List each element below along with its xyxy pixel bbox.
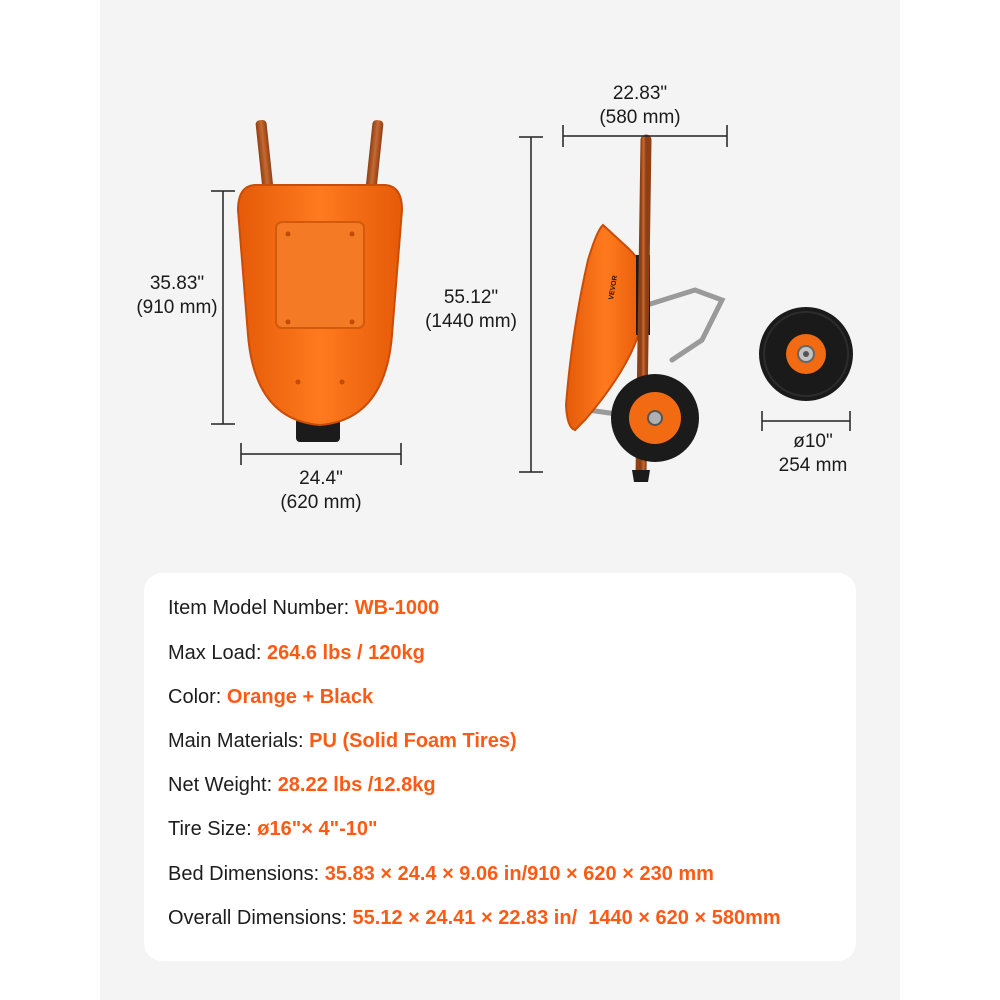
spec-value: WB-1000 [354,597,440,619]
handle-left [255,120,273,193]
bolt [286,232,291,237]
spec-label: Max Load: [168,642,267,664]
dim-label-tire-diameter [762,430,864,478]
spec-value: 264.6 lbs / 120kg [266,642,425,664]
side-foot [632,470,650,482]
dim-value-mm: (620 mm) [280,492,362,513]
bolt [286,320,291,325]
dimension-lines-tire [762,411,850,431]
spec-value: PU (Solid Foam Tires) [309,730,517,752]
spec-row-materials [168,728,517,754]
dim-value-mm: (1440 mm) [425,311,517,332]
side-wheel-axle [648,411,662,425]
dim-value-mm: 254 mm [778,455,848,476]
bolt [350,320,355,325]
spec-row-max-load [168,640,425,666]
spec-row-net-weight [168,772,436,798]
dim-label-top-width [262,467,380,515]
tray-plate [276,222,364,328]
dim-value-in: 22.83" [612,83,668,104]
bolt [350,232,355,237]
spec-row-color [168,684,373,710]
brand-label: VEVOR [608,274,620,301]
handle-right [365,120,383,193]
spec-row-overall-dimensions [168,905,781,931]
spec-label: Color: [168,686,227,708]
dim-value-in: ø10" [793,431,833,452]
tire-axle-hole [803,351,809,357]
dim-value-in: 55.12" [443,287,499,308]
spec-label: Overall Dimensions: [168,907,353,929]
dim-label-side-height [419,286,523,334]
wheelbarrow-side-view [566,140,722,482]
dim-value-in: 35.83" [149,273,205,294]
tire-detail [759,307,853,401]
bolt [340,380,345,385]
spec-label: Item Model Number: [168,597,355,619]
dim-value-mm: (580 mm) [599,107,681,128]
spec-label: Net Weight: [168,774,278,796]
spec-row-model [168,595,439,621]
side-brace [647,290,722,360]
spec-row-tire-size [168,816,377,842]
spec-label: Bed Dimensions: [168,863,325,885]
spec-value: Orange + Black [226,686,374,708]
spec-value: 35.83 × 24.4 × 9.06 in/910 × 620 × 230 mm [324,863,714,885]
spec-label: Main Materials: [168,730,310,752]
spec-card [144,573,856,961]
spec-label: Tire Size: [168,818,258,840]
bolt [296,380,301,385]
spec-value: 55.12 × 24.41 × 22.83 in/ 1440 × 620 × 580mm [352,907,781,929]
spec-value: 28.22 lbs /12.8kg [277,774,436,796]
wheelbarrow-top-view [238,120,402,442]
spec-value: ø16"× 4"-10" [257,818,378,840]
dim-value-in: 24.4" [299,468,343,489]
dim-label-side-width [580,82,700,130]
spec-row-bed-dimensions [168,861,714,887]
dim-label-top-length [131,272,223,320]
dim-value-mm: (910 mm) [136,297,218,318]
